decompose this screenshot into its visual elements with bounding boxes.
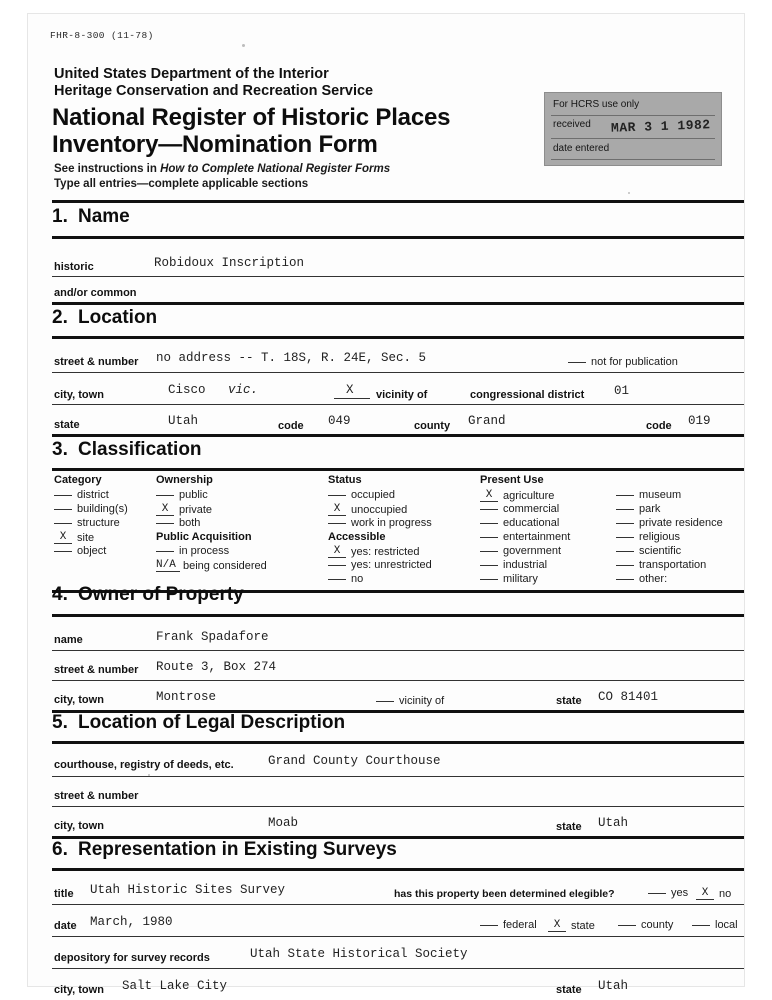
form-number: FHR-8-300 (11-78): [50, 30, 154, 41]
category-heading: Category: [54, 474, 102, 486]
survey-state-value[interactable]: Utah: [598, 979, 629, 993]
survey-state-label: state: [556, 984, 582, 996]
department-line-2: Heritage Conservation and Recreation Service: [54, 83, 374, 99]
present-use-item-commercial[interactable]: commercial: [480, 503, 559, 515]
street-number-value[interactable]: no address -- T. 18S, R. 24E, Sec. 5: [156, 351, 427, 365]
city-town-annotation: vic.: [228, 383, 259, 397]
county-code-label: code: [646, 420, 672, 432]
status-item-work-in-progress[interactable]: work in progress: [328, 517, 432, 529]
not-for-publication-field[interactable]: [568, 356, 678, 368]
present-use-item-religious[interactable]: religious: [616, 531, 680, 543]
accessible-heading: Accessible: [328, 531, 386, 543]
congressional-district-label: congressional district: [470, 389, 585, 401]
section-3-title: Classification: [78, 439, 202, 460]
owner-name-label: name: [54, 634, 83, 646]
section-5-title: Location of Legal Description: [78, 712, 346, 733]
present-use-item-museum[interactable]: museum: [616, 489, 681, 501]
form-title-line-2: Inventory—Nomination Form: [52, 131, 378, 158]
section-5-number: 5.: [52, 712, 68, 733]
section-header-classification: [52, 439, 744, 461]
street-number-label: street & number: [54, 356, 139, 368]
instruction-line-1: [54, 162, 390, 177]
department-heading: [54, 66, 373, 100]
stamp-date-received: MAR 3 1 1982: [610, 117, 711, 136]
ownership-item-public[interactable]: public: [156, 489, 208, 501]
present-use-item-government[interactable]: government: [480, 545, 561, 557]
hcrs-use-only-stamp: [544, 92, 722, 166]
present-use-heading: Present Use: [480, 474, 544, 486]
present-use-item-scientific[interactable]: scientific: [616, 545, 681, 557]
instruction-italic: How to Complete National Register Forms: [160, 163, 391, 175]
public-acquisition-heading: Public Acquisition: [156, 531, 252, 543]
present-use-item-transportation[interactable]: transportation: [616, 559, 706, 571]
congressional-district-value[interactable]: 01: [614, 384, 630, 398]
section-4-number: 4.: [52, 584, 68, 605]
county-value[interactable]: Grand: [468, 414, 506, 428]
status-item-occupied[interactable]: occupied: [328, 489, 395, 501]
eligible-question: has this property been determined elegible?: [394, 888, 615, 900]
section-6-number: 6.: [52, 839, 68, 860]
survey-level-county[interactable]: county: [618, 919, 673, 931]
survey-level-federal[interactable]: federal: [480, 919, 537, 931]
department-line-1: United States Department of the Interior: [54, 66, 329, 82]
owner-name-value[interactable]: Frank Spadafore: [156, 630, 269, 644]
not-for-publication-blank[interactable]: [568, 362, 586, 363]
section-6-title: Representation in Existing Surveys: [78, 839, 397, 860]
status-item-unoccupied[interactable]: X unoccupied: [328, 503, 407, 516]
courthouse-value[interactable]: Grand County Courthouse: [268, 754, 441, 768]
instruction-line-2: Type all entries—complete applicable sections: [54, 178, 309, 190]
historic-value[interactable]: Robidoux Inscription: [154, 256, 305, 270]
acquisition-item-in-process[interactable]: in process: [156, 545, 229, 557]
ownership-item-both[interactable]: both: [156, 517, 200, 529]
legal-state-label: state: [556, 821, 582, 833]
form-title: [52, 104, 450, 158]
category-item-site[interactable]: X site: [54, 531, 94, 544]
stamp-label-received: received: [553, 119, 591, 130]
eligible-no-field[interactable]: X no: [696, 887, 731, 900]
state-code-value[interactable]: 049: [328, 414, 351, 428]
county-code-value[interactable]: 019: [688, 414, 711, 428]
survey-level-state[interactable]: X state: [548, 919, 595, 932]
section-2-number: 2.: [52, 307, 68, 328]
common-name-label: and/or common: [54, 287, 137, 299]
category-item-district[interactable]: district: [54, 489, 109, 501]
vicinity-of-label: vicinity of: [376, 389, 428, 401]
present-use-item-educational[interactable]: educational: [480, 517, 559, 529]
section-2-title: Location: [78, 307, 158, 328]
instruction-prefix: See instructions in: [54, 163, 161, 175]
category-item-object[interactable]: object: [54, 545, 106, 557]
city-town-label: city, town: [54, 389, 104, 401]
status-heading: Status: [328, 474, 362, 486]
owner-state-value[interactable]: CO 81401: [598, 690, 659, 704]
section-header-legal: [52, 712, 744, 734]
accessible-item-yes-restricted[interactable]: X yes: restricted: [328, 545, 419, 558]
survey-title-label: title: [54, 888, 74, 900]
survey-city-value[interactable]: Salt Lake City: [122, 979, 228, 993]
section-4-title: Owner of Property: [78, 584, 244, 605]
owner-vicinity-field[interactable]: vicinity of: [376, 695, 444, 707]
ownership-item-private[interactable]: X private: [156, 503, 212, 516]
survey-title-value[interactable]: Utah Historic Sites Survey: [90, 883, 286, 897]
survey-date-label: date: [54, 920, 77, 932]
survey-level-local[interactable]: local: [692, 919, 738, 931]
present-use-item-military[interactable]: military: [480, 573, 538, 585]
present-use-item-private-residence[interactable]: private residence: [616, 517, 723, 529]
courthouse-label: courthouse, registry of deeds, etc.: [54, 759, 234, 771]
legal-state-value[interactable]: Utah: [598, 816, 629, 830]
present-use-item-other[interactable]: other:: [616, 573, 667, 585]
category-item-structure[interactable]: structure: [54, 517, 120, 529]
present-use-item-industrial[interactable]: industrial: [480, 559, 547, 571]
form-sheet: [28, 14, 744, 996]
section-1-number: 1.: [52, 206, 68, 227]
section-header-location: [52, 307, 744, 329]
survey-city-label: city, town: [54, 984, 104, 996]
owner-city-value[interactable]: Montrose: [156, 690, 217, 704]
section-header-owner: [52, 584, 744, 606]
section-1-title: Name: [78, 206, 130, 227]
not-for-publication-label: not for publication: [591, 356, 678, 368]
eligible-yes-field[interactable]: yes: [648, 887, 688, 899]
ownership-heading: Ownership: [156, 474, 213, 486]
state-code-label: code: [278, 420, 304, 432]
accessible-item-no[interactable]: no: [328, 573, 363, 585]
depository-label: depository for survey records: [54, 952, 210, 964]
accessible-item-yes-unrestricted[interactable]: yes: unrestricted: [328, 559, 432, 571]
historic-label: historic: [54, 261, 94, 273]
section-header-name: [52, 206, 744, 228]
owner-city-label: city, town: [54, 694, 104, 706]
form-title-line-1: National Register of Historic Places: [52, 104, 451, 131]
present-use-item-agriculture[interactable]: X agriculture: [480, 489, 554, 502]
acquisition-item-being-considered[interactable]: N/A being considered: [156, 559, 267, 572]
owner-street-value[interactable]: Route 3, Box 274: [156, 660, 277, 674]
vicinity-mark[interactable]: X: [346, 383, 354, 397]
category-item-buildings[interactable]: building(s): [54, 503, 128, 515]
form-instructions: [54, 162, 390, 192]
state-value[interactable]: Utah: [168, 414, 199, 428]
section-3-number: 3.: [52, 439, 68, 460]
owner-state-label: state: [556, 695, 582, 707]
legal-city-label: city, town: [54, 820, 104, 832]
legal-city-value[interactable]: Moab: [268, 816, 299, 830]
state-label: state: [54, 419, 80, 431]
present-use-item-park[interactable]: park: [616, 503, 660, 515]
stamp-label-date-entered: date entered: [553, 143, 610, 154]
section-header-surveys: [52, 839, 744, 861]
present-use-item-entertainment[interactable]: entertainment: [480, 531, 570, 543]
owner-street-label: street & number: [54, 664, 139, 676]
county-label: county: [414, 420, 451, 432]
depository-value[interactable]: Utah State Historical Society: [250, 947, 468, 961]
city-town-value[interactable]: Cisco: [168, 383, 206, 397]
legal-street-label: street & number: [54, 790, 139, 802]
survey-date-value[interactable]: March, 1980: [90, 915, 173, 929]
stamp-label-for-hcrs-use: For HCRS use only: [553, 99, 640, 110]
